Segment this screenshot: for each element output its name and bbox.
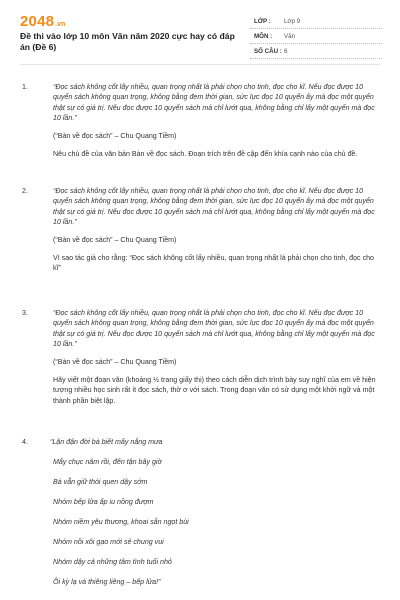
meta-row-grade xyxy=(250,14,382,29)
meta-row-count xyxy=(250,44,382,59)
logo-text: 2048 xyxy=(20,13,55,30)
question-prompt: Nêu chủ đề của văn bản Bàn về đọc sách. Đoạn trích trên đề cập đến khía cạnh nào của chủ đề. xyxy=(53,150,358,159)
meta-key: MÔN : xyxy=(254,33,273,40)
poem-line: “Lận đận đời bà biết mấy nắng mưa xyxy=(50,438,163,446)
poem-line: Nhóm niềm yêu thương, khoai sắn ngọt bùi xyxy=(53,518,189,526)
question-quote: “Đọc sách không cốt lấy nhiều, quan trọng nhất là phải chọn cho tinh, đọc cho kĩ. Nếu đọc được 10 quyển sách không quan trọng, không bằng đem thời gian, sức lực đọc 10 quyển ấy mà đọc một quyển thật sự có giá trị. Nếu đọc được 10 quyển sách mà chỉ lướt qua, không bằng chỉ lấy một quyển mà đọc 10 lần.” xyxy=(53,309,375,349)
meta-row-subject xyxy=(250,29,382,44)
meta-value: Lớp 9 xyxy=(284,18,301,25)
document-title: Đề thi vào lớp 10 môn Văn năm 2020 cực hay có đáp án (Đề 6) xyxy=(20,31,235,52)
header-divider xyxy=(20,64,380,65)
question-body xyxy=(53,308,383,406)
poem-line: Bà vẫn giữ thói quen dậy sớm xyxy=(53,478,148,486)
question-number: 1. xyxy=(22,83,28,91)
meta-key: LỚP : xyxy=(254,18,271,25)
poem-line: Nhóm bếp lửa ấp iu nồng đượm xyxy=(53,498,154,506)
meta-key: SỐ CÂU : xyxy=(254,48,282,55)
meta-value: Văn xyxy=(284,33,296,40)
page-header xyxy=(0,0,400,60)
question-body xyxy=(53,82,383,159)
logo-suffix: .vn xyxy=(55,21,66,28)
question-quote: “Đọc sách không cốt lấy nhiều, quan trọng nhất là phải chọn cho tinh, đọc cho kĩ. Nếu đọc được 10 quyển sách không quan trọng, không bằng đem thời gian, sức lực đọc 10 quyển ấy mà đọc một quyển thật sự có giá trị. Nếu đọc được 10 quyển sách mà chỉ lướt qua, không bằng chỉ lấy một quyển mà đọc 10 lần.” xyxy=(53,83,375,123)
question-source: (“Bàn về đọc sách” – Chu Quang Tiềm) xyxy=(53,357,177,366)
question-prompt: Vì sao tác giả cho rằng: “Đọc sách không cốt lấy nhiều, quan trọng nhất là phải chọn cho tinh, đọc cho kĩ” xyxy=(53,254,375,273)
question-prompt: Hãy viết một đoạn văn (khoảng ½ trang giấy thi) theo cách diễn dịch trình bày suy nghĩ của em về hiện tượng nhiều học sinh rất ít đọc sách, thờ ơ với sách. Trong đoạn văn có sử dụng một khởi ngữ và một thành phần biệt lập. xyxy=(53,376,376,405)
question-body xyxy=(53,186,383,274)
site-logo[interactable] xyxy=(20,13,65,29)
meta-value: 6 xyxy=(284,48,288,55)
poem-line: Mấy chục năm rồi, đến tận bây giờ xyxy=(53,458,162,466)
poem-line: Nhóm nồi xôi gạo mới sẻ chung vui xyxy=(53,538,164,546)
poem-line: Nhóm dậy cả những tâm tình tuổi nhỏ xyxy=(53,558,172,566)
question-number: 4. xyxy=(22,438,28,446)
meta-table xyxy=(250,14,382,59)
question-source: (“Bàn về đọc sách” – Chu Quang Tiềm) xyxy=(53,131,177,140)
question-source: (“Bàn về đọc sách” – Chu Quang Tiềm) xyxy=(53,235,177,244)
question-number: 3. xyxy=(22,309,28,317)
poem-line: Ôi kỳ lạ và thiêng liêng – bếp lửa!” xyxy=(53,578,161,586)
question-quote: “Đọc sách không cốt lấy nhiều, quan trọng nhất là phải chọn cho tinh, đọc cho kĩ. Nếu đọc được 10 quyển sách không quan trọng, không bằng đem thời gian, sức lực đọc 10 quyển ấy mà đọc một quyển thật sự có giá trị. Nếu đọc được 10 quyển sách mà chỉ lướt qua, không bằng chỉ lấy một quyển mà đọc 10 lần.” xyxy=(53,187,375,227)
question-number: 2. xyxy=(22,187,28,195)
